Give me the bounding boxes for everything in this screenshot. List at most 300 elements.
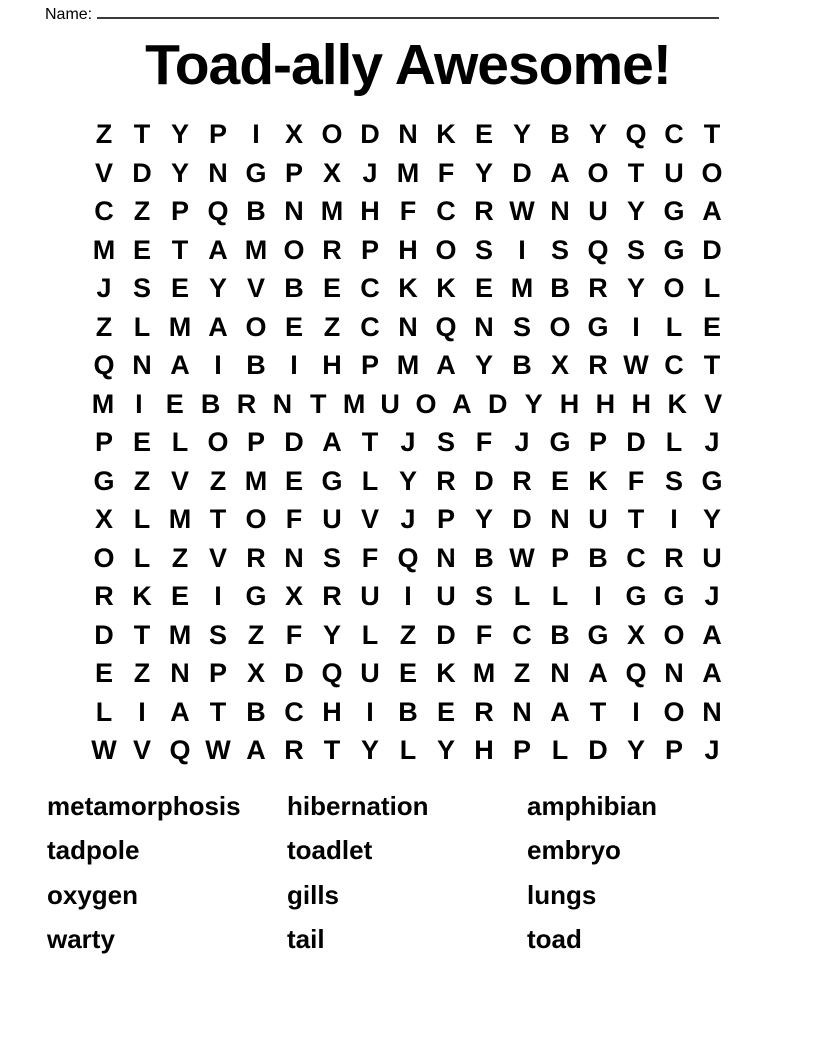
grid-row bbox=[85, 308, 731, 347]
grid-letter: U bbox=[380, 388, 400, 419]
grid-letter: A bbox=[588, 658, 608, 688]
grid-letter: I bbox=[214, 581, 222, 611]
grid-letter: O bbox=[283, 234, 305, 265]
grid-letter: B bbox=[550, 619, 570, 650]
grid-letter: M bbox=[472, 658, 496, 688]
grid-letter: M bbox=[320, 196, 344, 226]
grid-letter: V bbox=[704, 388, 723, 419]
word-list-item: metamorphosis bbox=[47, 790, 241, 821]
grid-letter: T bbox=[209, 504, 227, 534]
grid-row bbox=[85, 654, 731, 693]
grid-letter: R bbox=[588, 273, 608, 303]
grid-letter: O bbox=[415, 388, 437, 419]
grid-letter: B bbox=[246, 196, 266, 226]
grid-letter: G bbox=[245, 157, 267, 188]
grid-letter: M bbox=[342, 388, 366, 419]
grid-letter: I bbox=[404, 581, 412, 611]
grid-row bbox=[85, 577, 731, 616]
grid-letter: T bbox=[627, 157, 645, 188]
grid-letter: N bbox=[512, 696, 532, 727]
grid-letter: S bbox=[550, 234, 569, 265]
grid-letter: A bbox=[436, 350, 456, 380]
grid-letter: F bbox=[399, 196, 417, 226]
grid-letter: L bbox=[171, 427, 189, 457]
grid-letter: C bbox=[360, 311, 380, 342]
grid-letter: Y bbox=[436, 735, 455, 765]
grid-letter: B bbox=[398, 696, 418, 727]
name-row bbox=[0, 0, 816, 24]
grid-row bbox=[85, 616, 731, 655]
grid-letter: K bbox=[436, 273, 456, 303]
grid-row bbox=[85, 500, 731, 539]
grid-letter: N bbox=[474, 311, 494, 342]
grid-letter: I bbox=[290, 350, 298, 380]
grid-letter: G bbox=[587, 619, 609, 650]
grid-letter: F bbox=[361, 542, 379, 573]
grid-letter: R bbox=[94, 581, 114, 611]
grid-letter: A bbox=[208, 311, 228, 342]
grid-letter: D bbox=[284, 427, 304, 457]
grid-letter: X bbox=[94, 504, 113, 534]
grid-letter: Y bbox=[170, 119, 189, 149]
grid-letter: O bbox=[321, 119, 343, 149]
word-list bbox=[47, 784, 767, 962]
grid-letter: P bbox=[588, 427, 607, 457]
grid-letter: M bbox=[244, 234, 268, 265]
word-list-item: tail bbox=[287, 924, 325, 955]
grid-letter: I bbox=[366, 696, 374, 727]
grid-letter: P bbox=[284, 157, 303, 188]
grid-letter: B bbox=[588, 542, 608, 573]
grid-letter: Q bbox=[93, 350, 115, 380]
grid-letter: J bbox=[400, 504, 416, 534]
grid-letter: P bbox=[512, 735, 531, 765]
grid-letter: O bbox=[663, 619, 685, 650]
grid-letter: V bbox=[132, 735, 151, 765]
grid-letter: D bbox=[626, 427, 646, 457]
grid-letter: Y bbox=[360, 735, 379, 765]
grid-letter: L bbox=[133, 311, 151, 342]
grid-letter: F bbox=[475, 619, 493, 650]
grid-letter: Z bbox=[209, 465, 227, 496]
grid-letter: W bbox=[623, 350, 649, 380]
grid-letter: C bbox=[664, 119, 684, 149]
grid-letter: E bbox=[322, 273, 341, 303]
grid-letter: J bbox=[704, 427, 720, 457]
grid-letter: D bbox=[588, 735, 608, 765]
grid-letter: P bbox=[550, 542, 569, 573]
grid-letter: R bbox=[322, 234, 342, 265]
grid-letter: K bbox=[436, 658, 456, 688]
grid-letter: X bbox=[284, 581, 303, 611]
grid-letter: Y bbox=[170, 157, 189, 188]
grid-letter: B bbox=[284, 273, 304, 303]
grid-letter: M bbox=[168, 311, 192, 342]
grid-letter: Q bbox=[169, 735, 191, 765]
grid-letter: S bbox=[474, 234, 493, 265]
grid-letter: Y bbox=[208, 273, 227, 303]
grid-letter: P bbox=[360, 234, 379, 265]
grid-letter: B bbox=[200, 388, 221, 419]
grid-letter: G bbox=[663, 196, 685, 226]
word-list-item: embryo bbox=[527, 835, 621, 866]
grid-letter: S bbox=[208, 619, 227, 650]
grid-letter: R bbox=[474, 196, 494, 226]
grid-letter: F bbox=[475, 427, 493, 457]
grid-letter: J bbox=[514, 427, 530, 457]
grid-letter: D bbox=[284, 658, 304, 688]
grid-letter: K bbox=[398, 273, 418, 303]
grid-letter: D bbox=[132, 157, 152, 188]
grid-letter: X bbox=[626, 619, 645, 650]
grid-letter: Z bbox=[133, 658, 151, 688]
grid-letter: T bbox=[209, 696, 227, 727]
grid-letter: D bbox=[94, 619, 114, 650]
grid-letter: J bbox=[400, 427, 416, 457]
grid-letter: I bbox=[594, 581, 602, 611]
grid-row bbox=[85, 731, 731, 770]
grid-letter: L bbox=[133, 542, 151, 573]
page-title: Toad-ally Awesome! bbox=[145, 33, 671, 97]
grid-letter: Q bbox=[207, 196, 229, 226]
word-list-item: warty bbox=[47, 924, 115, 955]
grid-letter: N bbox=[284, 542, 304, 573]
grid-letter: M bbox=[168, 504, 192, 534]
grid-row bbox=[85, 115, 731, 154]
grid-letter: O bbox=[207, 427, 229, 457]
grid-letter: W bbox=[91, 735, 117, 765]
grid-letter: U bbox=[664, 157, 684, 188]
grid-letter: B bbox=[550, 119, 570, 149]
grid-letter: Y bbox=[474, 157, 493, 188]
grid-letter: E bbox=[94, 658, 113, 688]
name-label: Name: bbox=[45, 6, 93, 23]
grid-letter: E bbox=[398, 658, 417, 688]
grid-letter: E bbox=[132, 427, 151, 457]
grid-letter: Z bbox=[133, 465, 151, 496]
grid-letter: Q bbox=[587, 234, 609, 265]
grid-letter: O bbox=[701, 157, 723, 188]
grid-letter: P bbox=[436, 504, 455, 534]
grid-row bbox=[85, 385, 731, 424]
grid-letter: L bbox=[399, 735, 417, 765]
grid-row bbox=[85, 154, 731, 193]
grid-letter: L bbox=[665, 311, 683, 342]
grid-letter: N bbox=[272, 388, 293, 419]
grid-letter: U bbox=[436, 581, 456, 611]
grid-letter: E bbox=[132, 234, 151, 265]
grid-letter: N bbox=[398, 311, 418, 342]
grid-letter: O bbox=[549, 311, 571, 342]
grid-row bbox=[85, 192, 731, 231]
grid-letter: N bbox=[170, 658, 190, 688]
grid-letter: A bbox=[246, 735, 266, 765]
grid-letter: Q bbox=[625, 658, 647, 688]
grid-letter: G bbox=[93, 465, 115, 496]
grid-letter: A bbox=[452, 388, 472, 419]
grid-letter: S bbox=[474, 581, 493, 611]
word-list-item: gills bbox=[287, 879, 340, 910]
grid-letter: O bbox=[245, 311, 267, 342]
grid-letter: T bbox=[703, 119, 721, 149]
grid-letter: Q bbox=[625, 119, 647, 149]
grid-letter: T bbox=[703, 350, 721, 380]
grid-letter: S bbox=[626, 234, 645, 265]
grid-row bbox=[85, 423, 731, 462]
grid-letter: C bbox=[436, 196, 456, 226]
grid-letter: Z bbox=[323, 311, 341, 342]
grid-letter: R bbox=[664, 542, 684, 573]
grid-letter: E bbox=[170, 581, 189, 611]
grid-letter: L bbox=[133, 504, 151, 534]
grid-letter: X bbox=[284, 119, 303, 149]
grid-letter: M bbox=[396, 157, 420, 188]
grid-letter: P bbox=[94, 427, 113, 457]
grid-letter: V bbox=[208, 542, 227, 573]
grid-letter: K bbox=[436, 119, 456, 149]
grid-letter: N bbox=[702, 696, 722, 727]
grid-letter: G bbox=[625, 581, 647, 611]
grid-letter: E bbox=[474, 273, 493, 303]
grid-letter: A bbox=[550, 696, 570, 727]
grid-letter: N bbox=[132, 350, 152, 380]
grid-letter: Y bbox=[512, 119, 531, 149]
word-list-item: toadlet bbox=[287, 835, 373, 866]
grid-letter: S bbox=[436, 427, 455, 457]
grid-letter: H bbox=[322, 696, 342, 727]
grid-letter: R bbox=[322, 581, 342, 611]
grid-letter: L bbox=[665, 427, 683, 457]
grid-letter: L bbox=[513, 581, 531, 611]
grid-letter: I bbox=[518, 234, 526, 265]
grid-letter: Z bbox=[513, 658, 531, 688]
grid-letter: Y bbox=[322, 619, 341, 650]
grid-row bbox=[85, 231, 731, 270]
grid-letter: N bbox=[550, 658, 570, 688]
grid-letter: Y bbox=[524, 388, 543, 419]
grid-letter: R bbox=[436, 465, 456, 496]
grid-letter: J bbox=[704, 581, 720, 611]
word-search-grid bbox=[85, 115, 731, 770]
grid-letter: V bbox=[360, 504, 379, 534]
grid-letter: K bbox=[132, 581, 152, 611]
grid-letter: H bbox=[360, 196, 380, 226]
grid-letter: V bbox=[94, 157, 113, 188]
grid-letter: C bbox=[284, 696, 304, 727]
grid-letter: M bbox=[244, 465, 268, 496]
grid-letter: T bbox=[171, 234, 189, 265]
grid-letter: E bbox=[436, 696, 455, 727]
grid-letter: A bbox=[702, 658, 722, 688]
grid-letter: M bbox=[510, 273, 534, 303]
grid-letter: K bbox=[667, 388, 687, 419]
grid-letter: A bbox=[702, 196, 722, 226]
grid-letter: D bbox=[512, 504, 532, 534]
grid-letter: P bbox=[246, 427, 265, 457]
grid-letter: S bbox=[322, 542, 341, 573]
grid-letter: T bbox=[589, 696, 607, 727]
grid-letter: D bbox=[512, 157, 532, 188]
grid-letter: C bbox=[626, 542, 646, 573]
grid-letter: T bbox=[361, 427, 379, 457]
grid-letter: A bbox=[550, 157, 570, 188]
grid-letter: I bbox=[135, 388, 143, 419]
word-list-item: tadpole bbox=[47, 835, 140, 866]
grid-letter: G bbox=[663, 581, 685, 611]
grid-letter: A bbox=[702, 619, 722, 650]
grid-letter: H bbox=[559, 388, 580, 419]
grid-letter: Y bbox=[398, 465, 417, 496]
grid-letter: F bbox=[285, 619, 303, 650]
word-list-item: hibernation bbox=[287, 790, 429, 821]
grid-letter: U bbox=[702, 542, 722, 573]
grid-letter: R bbox=[474, 696, 494, 727]
grid-letter: P bbox=[208, 658, 227, 688]
grid-letter: B bbox=[246, 350, 266, 380]
grid-letter: Y bbox=[626, 196, 645, 226]
word-list-item: lungs bbox=[527, 879, 597, 910]
grid-letter: J bbox=[704, 735, 720, 765]
word-list-item: oxygen bbox=[47, 879, 139, 910]
grid-letter: U bbox=[322, 504, 342, 534]
grid-letter: I bbox=[632, 696, 640, 727]
grid-letter: W bbox=[205, 735, 231, 765]
grid-letter: K bbox=[588, 465, 608, 496]
grid-letter: H bbox=[474, 735, 494, 765]
grid-letter: Q bbox=[321, 658, 343, 688]
grid-letter: R bbox=[236, 388, 257, 419]
grid-letter: S bbox=[132, 273, 151, 303]
grid-letter: I bbox=[138, 696, 146, 727]
grid-letter: C bbox=[94, 196, 114, 226]
grid-letter: E bbox=[165, 388, 184, 419]
grid-letter: L bbox=[361, 619, 379, 650]
grid-letter: O bbox=[663, 273, 685, 303]
word-list-item: toad bbox=[527, 924, 582, 955]
grid-letter: Y bbox=[626, 273, 645, 303]
grid-letter: N bbox=[398, 119, 418, 149]
name-blank-line bbox=[97, 4, 719, 19]
grid-letter: L bbox=[95, 696, 113, 727]
grid-letter: D bbox=[487, 388, 508, 419]
grid-letter: T bbox=[133, 619, 151, 650]
grid-letter: T bbox=[133, 119, 151, 149]
grid-letter: H bbox=[595, 388, 616, 419]
grid-letter: Y bbox=[588, 119, 607, 149]
grid-letter: L bbox=[361, 465, 379, 496]
grid-letter: U bbox=[360, 658, 380, 688]
grid-row bbox=[85, 269, 731, 308]
grid-letter: M bbox=[92, 234, 116, 265]
grid-letter: C bbox=[664, 350, 684, 380]
grid-letter: V bbox=[170, 465, 189, 496]
grid-letter: G bbox=[701, 465, 723, 496]
grid-letter: Y bbox=[474, 350, 493, 380]
grid-letter: L bbox=[551, 581, 569, 611]
grid-letter: S bbox=[664, 465, 683, 496]
grid-letter: C bbox=[512, 619, 532, 650]
grid-letter: X bbox=[246, 658, 265, 688]
grid-letter: V bbox=[246, 273, 265, 303]
grid-letter: P bbox=[170, 196, 189, 226]
grid-letter: E bbox=[550, 465, 569, 496]
grid-letter: Z bbox=[171, 542, 189, 573]
grid-row bbox=[85, 462, 731, 501]
grid-letter: P bbox=[360, 350, 379, 380]
grid-letter: D bbox=[360, 119, 380, 149]
grid-letter: F bbox=[627, 465, 645, 496]
grid-letter: R bbox=[588, 350, 608, 380]
grid-letter: Z bbox=[95, 119, 113, 149]
grid-letter: A bbox=[208, 234, 228, 265]
grid-letter: B bbox=[512, 350, 532, 380]
grid-letter: Q bbox=[435, 311, 457, 342]
grid-letter: M bbox=[168, 619, 192, 650]
grid-letter: B bbox=[474, 542, 494, 573]
grid-letter: R bbox=[284, 735, 304, 765]
grid-letter: H bbox=[322, 350, 342, 380]
grid-letter: L bbox=[703, 273, 721, 303]
grid-letter: P bbox=[208, 119, 227, 149]
grid-letter: E bbox=[474, 119, 493, 149]
grid-letter: D bbox=[474, 465, 494, 496]
grid-letter: S bbox=[512, 311, 531, 342]
grid-letter: E bbox=[702, 311, 721, 342]
grid-letter: T bbox=[323, 735, 341, 765]
grid-letter: J bbox=[96, 273, 112, 303]
grid-letter: F bbox=[285, 504, 303, 534]
grid-letter: W bbox=[509, 542, 535, 573]
grid-letter: F bbox=[437, 157, 455, 188]
grid-letter: G bbox=[663, 234, 685, 265]
grid-letter: I bbox=[214, 350, 222, 380]
grid-letter: U bbox=[588, 196, 608, 226]
grid-letter: D bbox=[702, 234, 722, 265]
grid-letter: T bbox=[627, 504, 645, 534]
word-list-item: amphibian bbox=[527, 790, 658, 821]
grid-letter: X bbox=[550, 350, 569, 380]
grid-letter: U bbox=[588, 504, 608, 534]
grid-letter: X bbox=[322, 157, 341, 188]
grid-letter: M bbox=[91, 388, 115, 419]
grid-letter: Z bbox=[247, 619, 265, 650]
grid-letter: U bbox=[360, 581, 380, 611]
grid-letter: P bbox=[664, 735, 683, 765]
grid-letter: Y bbox=[702, 504, 721, 534]
grid-row bbox=[85, 693, 731, 732]
grid-letter: A bbox=[322, 427, 342, 457]
grid-letter: Y bbox=[474, 504, 493, 534]
grid-letter: E bbox=[284, 311, 303, 342]
grid-letter: B bbox=[550, 273, 570, 303]
grid-letter: O bbox=[435, 234, 457, 265]
grid-letter: Z bbox=[95, 311, 113, 342]
grid-letter: N bbox=[664, 658, 684, 688]
grid-letter: Z bbox=[133, 196, 151, 226]
grid-letter: Z bbox=[399, 619, 417, 650]
grid-letter: R bbox=[246, 542, 266, 573]
grid-letter: A bbox=[170, 350, 190, 380]
grid-letter: J bbox=[362, 157, 378, 188]
grid-letter: O bbox=[93, 542, 115, 573]
grid-letter: H bbox=[631, 388, 652, 419]
grid-letter: N bbox=[436, 542, 456, 573]
grid-letter: N bbox=[284, 196, 304, 226]
grid-letter: N bbox=[550, 504, 570, 534]
grid-row bbox=[85, 539, 731, 578]
grid-letter: O bbox=[587, 157, 609, 188]
grid-letter: D bbox=[436, 619, 456, 650]
